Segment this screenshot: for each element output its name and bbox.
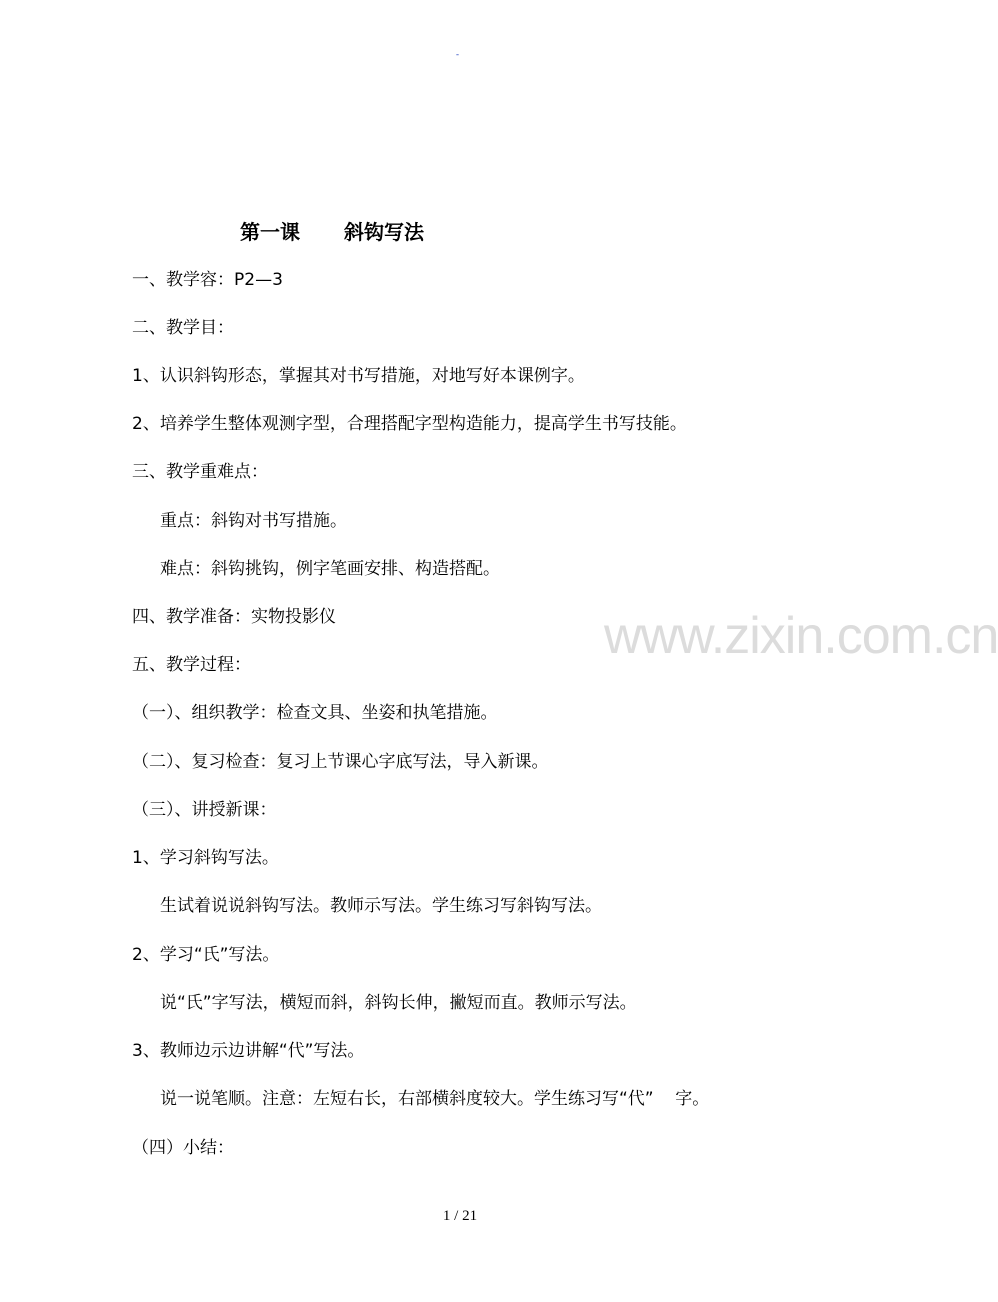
text-line: 说“氏”字写法，横短而斜，斜钩长伸，撇短而直。教师示写法。 — [160, 993, 637, 1013]
text-line: （二）、复习检查：复习上节课心字底写法，导入新课。 — [132, 752, 549, 772]
text-line: 生试着说说斜钩写法。教师示写法。学生练习写斜钩写法。 — [160, 896, 602, 916]
text-line: （一）、组织教学：检查文具、坐姿和执笔措施。 — [132, 703, 498, 723]
text-line: 1、认识斜钩形态，掌握其对书写措施，对地写好本课例字。 — [132, 366, 585, 386]
text-line: （三）、讲授新课： — [132, 800, 277, 820]
text-line: 三、教学重难点： — [132, 462, 268, 482]
text-line: 重点：斜钩对书写措施。 — [160, 511, 347, 531]
text-line: 难点：斜钩挑钩，例字笔画安排、构造搭配。 — [160, 559, 500, 579]
header-mark: - — [456, 49, 459, 59]
text-line: 四、教学准备：实物投影仪 — [132, 607, 336, 627]
page-number: 1 / 21 — [442, 1208, 478, 1224]
title-lesson: 第一课 — [240, 220, 300, 244]
text-line: 一、教学容：P2—3 — [132, 270, 283, 290]
text-line: 3、教师边示边讲解“代”写法。 — [132, 1041, 365, 1061]
text-line: 2、培养学生整体观测字型，合理搭配字型构造能力，提高学生书写技能。 — [132, 414, 687, 434]
text-line: 五、教学过程： — [132, 655, 251, 675]
watermark: www.zixin.com.cn — [604, 607, 998, 665]
text-line: 说一说笔顺。注意：左短右长，右部横斜度较大。学生练习写“代” 字。 — [160, 1089, 710, 1109]
page-title — [240, 218, 424, 246]
text-line: 1、学习斜钩写法。 — [132, 848, 279, 868]
title-topic: 斜钩写法 — [344, 220, 424, 244]
text-line: （四）小结： — [132, 1138, 234, 1158]
text-line: 2、学习“氏”写法。 — [132, 945, 280, 965]
text-line: 二、教学目： — [132, 318, 234, 338]
